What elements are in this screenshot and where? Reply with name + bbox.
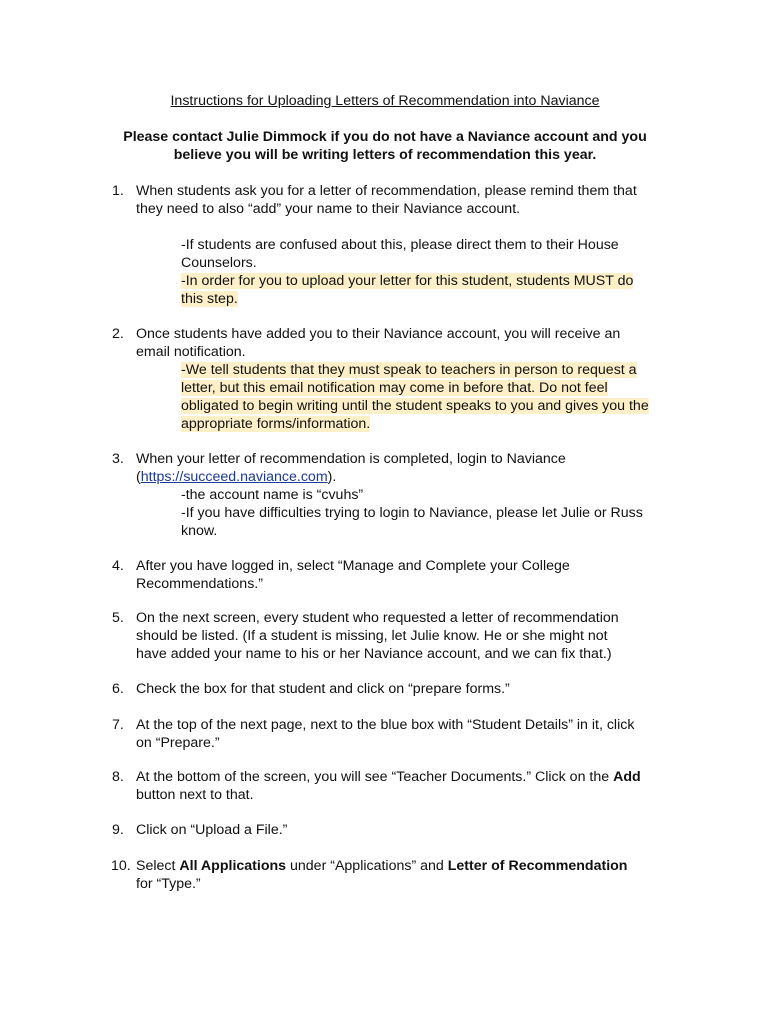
note-line: -If students are confused about this, please direct them to their House xyxy=(181,237,619,253)
item-text xyxy=(136,716,696,752)
text-line: should be listed. (If a student is missing, let Julie know. He or she might not xyxy=(136,628,608,644)
text-line: on “Prepare.” xyxy=(136,735,220,751)
text-line: they need to also “add” your name to their Naviance account. xyxy=(136,201,521,217)
bold-term: All Applications xyxy=(179,858,287,874)
text-line: On the next screen, every student who requested a letter of recommendation xyxy=(136,610,619,626)
text-line: When your letter of recommendation is completed, login to Naviance xyxy=(136,451,566,467)
text-line: Recommendations.” xyxy=(136,576,263,592)
text-line: email notification. xyxy=(136,344,246,360)
highlighted-note: -In order for you to upload your letter for this student, students MUST do xyxy=(181,273,634,289)
text-line: After you have logged in, select “Manage and Complete your College xyxy=(136,558,570,574)
note-line: -the account name is “cvuhs” xyxy=(181,487,364,503)
bold-term: Letter of Recommendation xyxy=(447,858,628,874)
item-number: 6. xyxy=(112,681,124,697)
text-segment: under “Applications” and xyxy=(286,858,448,874)
item-number: 10. xyxy=(111,858,131,874)
intro-notice xyxy=(80,128,690,164)
bold-term: Add xyxy=(613,769,641,785)
item-text xyxy=(136,821,696,839)
item-number: 9. xyxy=(112,822,124,838)
item-number: 3. xyxy=(112,451,124,467)
item-text xyxy=(136,680,696,698)
note-line: know. xyxy=(181,523,218,539)
note-line: Counselors. xyxy=(181,255,257,271)
text-segment: Select xyxy=(136,858,180,874)
text-line: Click on “Upload a File.” xyxy=(136,822,288,838)
item-number: 1. xyxy=(112,183,124,199)
naviance-link[interactable]: https://succeed.naviance.com xyxy=(140,469,328,485)
intro-line: Please contact Julie Dimmock if you do not have a Naviance account and you xyxy=(123,129,647,145)
item-number: 4. xyxy=(112,558,124,574)
text-line: At the top of the next page, next to the blue box with “Student Details” in it, click xyxy=(136,717,635,733)
paren-close: ). xyxy=(327,469,337,485)
highlighted-note: letter, but this email notification may come in before that. Do not feel xyxy=(181,380,608,396)
item-text xyxy=(136,450,696,486)
item-text xyxy=(136,857,696,893)
text-line: have added your name to his or her Naviance account, and we can fix that.) xyxy=(136,646,612,662)
text-line: Once students have added you to their Naviance account, you will receive an xyxy=(136,326,621,342)
intro-line: believe you will be writing letters of recommendation this year. xyxy=(173,147,597,163)
highlighted-note: appropriate forms/information. xyxy=(181,416,371,432)
highlighted-note: obligated to begin writing until the student speaks to you and gives you the xyxy=(181,398,649,414)
text-line: button next to that. xyxy=(136,787,254,803)
item-number: 7. xyxy=(112,717,124,733)
item-text xyxy=(136,325,696,361)
document-title: Instructions for Uploading Letters of Recommendation into Naviance xyxy=(170,93,600,109)
text-segment: At the bottom of the screen, you will see “Teacher Documents.” Click on the xyxy=(136,769,614,785)
text-line: When students ask you for a letter of recommendation, please remind them that xyxy=(136,183,637,199)
item-number: 5. xyxy=(112,610,124,626)
highlighted-note: this step. xyxy=(181,291,238,307)
note-line: -If you have difficulties trying to login to Naviance, please let Julie or Russ xyxy=(181,505,643,521)
item-text xyxy=(136,182,696,218)
item-text xyxy=(136,768,696,804)
text-line: Check the box for that student and click on “prepare forms.” xyxy=(136,681,510,697)
item-number: 8. xyxy=(112,769,124,785)
paren-open: ( xyxy=(136,469,141,485)
item-number: 2. xyxy=(112,326,124,342)
text-line: for “Type.” xyxy=(136,876,201,892)
item-text xyxy=(136,609,696,663)
item-text xyxy=(136,557,696,593)
highlighted-note: -We tell students that they must speak to teachers in person to request a xyxy=(181,362,637,378)
